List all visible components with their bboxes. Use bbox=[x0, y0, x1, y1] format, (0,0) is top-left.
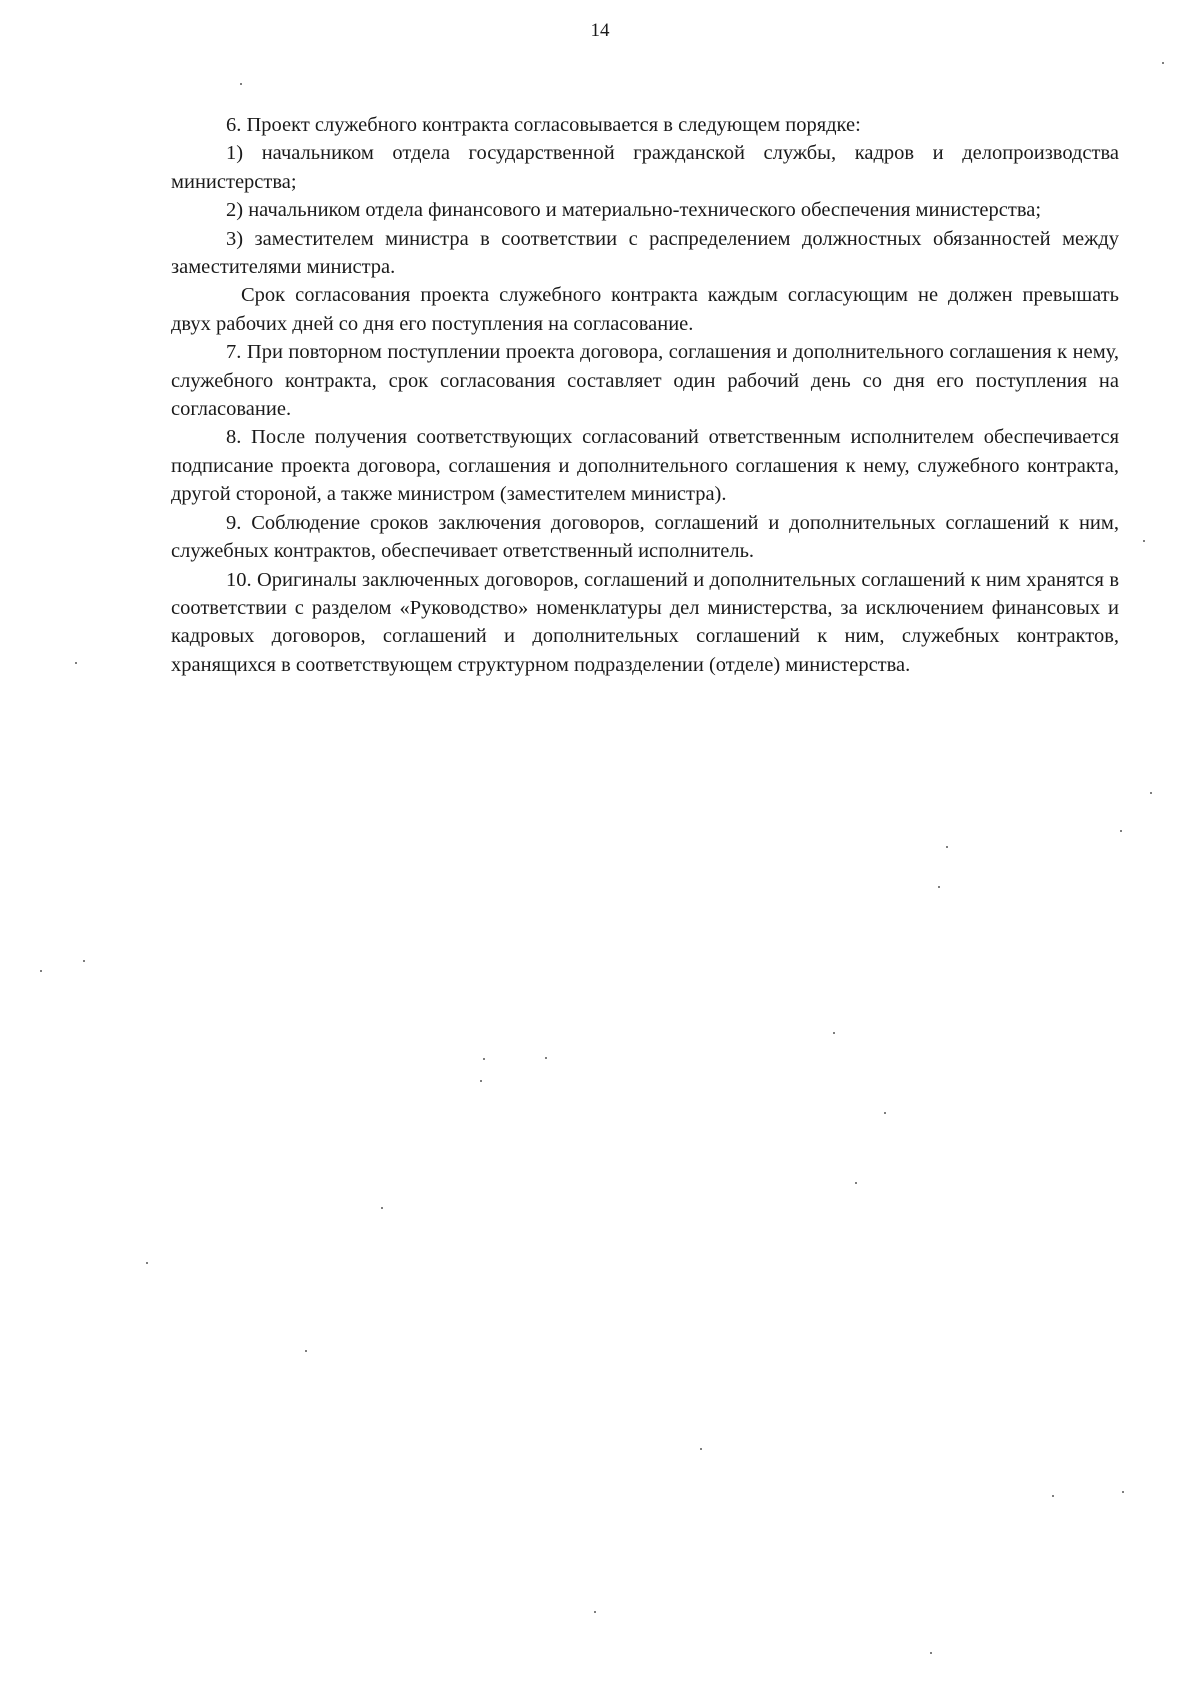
scan-speck bbox=[594, 1611, 596, 1613]
paragraph-8: 8. После получения соответствующих согласований ответственным исполнителем обеспечивается подписание проекта договора, соглашения и дополнительного соглашения к нему, служебного контракта, другой стороной, а также министром (заместителем министра). bbox=[171, 426, 1119, 506]
scan-speck bbox=[938, 886, 940, 888]
scan-speck bbox=[381, 1207, 383, 1209]
scan-speck bbox=[1150, 792, 1152, 794]
scan-speck bbox=[75, 662, 77, 664]
scan-speck bbox=[83, 960, 85, 962]
scan-speck bbox=[700, 1448, 702, 1450]
paragraph-7: 7. При повторном поступлении проекта договора, соглашения и дополнительного соглашения к нему, служебного контракта, срок согласования составляет один рабочий день со дня его поступления на согласование. bbox=[171, 341, 1119, 421]
scan-speck bbox=[833, 1032, 835, 1034]
document-body bbox=[171, 111, 1119, 679]
paragraph-6-item-2: 2) начальником отдела финансового и материально-технического обеспечения министерства; bbox=[226, 199, 1042, 222]
scan-speck bbox=[305, 1350, 307, 1352]
scan-speck bbox=[146, 1262, 148, 1264]
scan-speck bbox=[946, 846, 948, 848]
scan-speck bbox=[483, 1058, 485, 1060]
paragraph-6-item-3: 3) заместителем министра в соответствии с распределением должностных обязанностей между заместителями министра. bbox=[171, 227, 1119, 279]
scan-speck bbox=[40, 970, 42, 972]
scan-speck bbox=[480, 1080, 482, 1082]
scan-speck bbox=[545, 1057, 547, 1059]
scan-speck bbox=[855, 1182, 857, 1184]
paragraph-6: 6. Проект служебного контракта согласовывается в следующем порядке: bbox=[226, 114, 861, 136]
scan-speck bbox=[1120, 830, 1122, 832]
scan-speck bbox=[240, 83, 242, 85]
paragraph-6-deadline: Срок согласования проекта служебного контракта каждым согласующим не должен превышать двух рабочих дней со дня его поступления на согласование. bbox=[171, 284, 1119, 335]
scan-speck bbox=[1143, 540, 1145, 542]
scan-speck bbox=[1122, 1491, 1124, 1493]
paragraph-9: 9. Соблюдение сроков заключения договоров, соглашений и дополнительных соглашений к ним, служебных контрактов, обеспечивает ответственный исполнитель. bbox=[171, 511, 1119, 563]
scan-speck bbox=[1052, 1495, 1054, 1497]
scan-speck bbox=[1162, 62, 1164, 64]
scan-speck bbox=[930, 1652, 932, 1654]
page-number: 14 bbox=[590, 20, 610, 41]
scan-speck bbox=[884, 1112, 886, 1114]
paragraph-10: 10. Оригиналы заключенных договоров, соглашений и дополнительных соглашений к ним хранятся в соответствии с разделом «Руководство» номенклатуры дел министерства, за исключением финансовых и кадровых договоров, соглашений и дополнительных соглашений к ним, служебных контрактов, хранящихся в соответствующем структурном подразделении (отделе) министерства. bbox=[171, 568, 1119, 676]
paragraph-6-item-1: 1) начальником отдела государственной гражданской службы, кадров и делопроизводства министерства; bbox=[171, 142, 1119, 193]
